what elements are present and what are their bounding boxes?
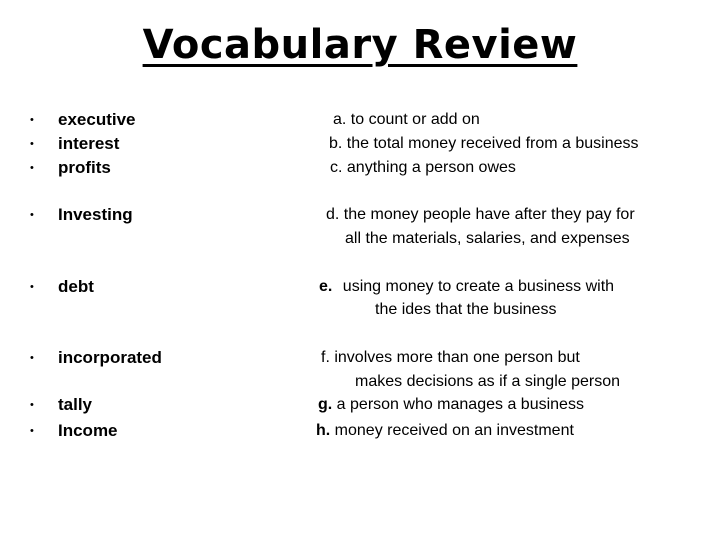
definition-letter: f. [321, 349, 330, 366]
definition-text: to count or add on [350, 111, 480, 128]
definition-d-line2: all the materials, salaries, and expenses [345, 230, 630, 247]
term-profits: profits [58, 158, 111, 177]
bullet: • [30, 114, 34, 126]
term-incorporated: incorporated [58, 348, 162, 367]
definition-b [329, 132, 639, 156]
definition-letter: h. [316, 422, 331, 439]
definition-f [321, 346, 580, 370]
definition-text: the money people have after they pay for [343, 206, 635, 223]
definition-d [326, 203, 635, 227]
definition-text: using money to create a business with [342, 278, 615, 295]
term-income: Income [58, 421, 118, 440]
bullet: • [30, 209, 34, 221]
page-title: Vocabulary Review [142, 22, 578, 68]
definition-letter: g. [318, 396, 333, 413]
definition-text: anything a person owes [346, 159, 516, 176]
term-debt: debt [58, 277, 94, 296]
term-executive: executive [58, 110, 136, 129]
bullet: • [30, 425, 34, 437]
bullet: • [30, 162, 34, 174]
term-investing: Investing [58, 205, 133, 224]
bullet: • [30, 281, 34, 293]
definition-e [319, 275, 614, 299]
bullet: • [30, 352, 34, 364]
definition-letter: d. [326, 206, 340, 223]
definition-g [318, 393, 584, 417]
bullet: • [30, 399, 34, 411]
definition-a [333, 108, 480, 132]
definition-text: a person who manages a business [336, 396, 584, 413]
definition-letter: e. [319, 278, 333, 295]
definition-f-line2: makes decisions as if a single person [355, 373, 621, 390]
bullet: • [30, 138, 34, 150]
definition-text: money received on an investment [334, 422, 574, 439]
definition-e-line2: the ides that the business [375, 301, 557, 318]
definition-text: involves more than one person but [334, 349, 580, 366]
definition-h [316, 419, 574, 443]
definition-letter: c. [330, 159, 343, 176]
term-tally: tally [58, 395, 93, 414]
definition-c [330, 156, 516, 180]
definition-text: the total money received from a business [346, 135, 639, 152]
definition-letter: b. [329, 135, 343, 152]
term-interest: interest [58, 134, 120, 153]
definition-letter: a. [333, 111, 347, 128]
